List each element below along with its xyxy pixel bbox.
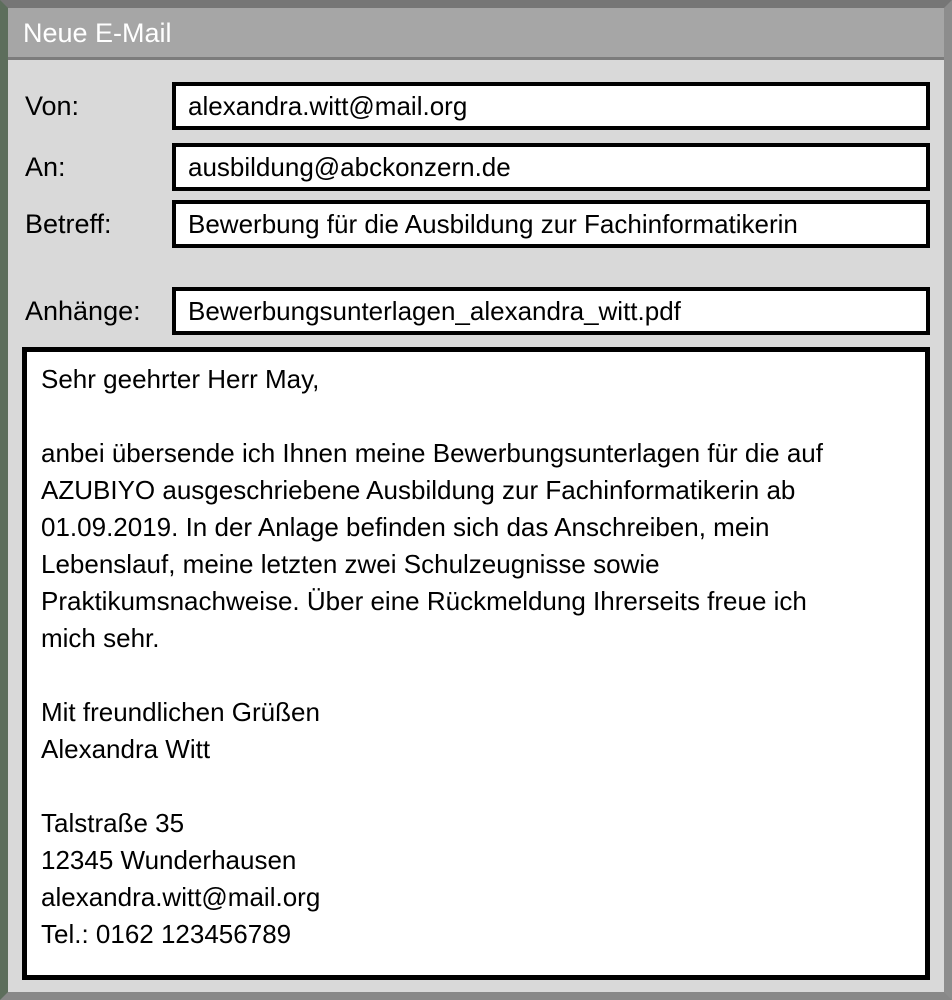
- attachments-input[interactable]: [172, 287, 930, 335]
- window-title: Neue E-Mail: [23, 18, 172, 48]
- body-line: Alexandra Witt: [41, 734, 211, 764]
- subject-label: Betreff:: [25, 209, 112, 239]
- titlebar[interactable]: [8, 8, 944, 60]
- to-input[interactable]: [172, 143, 930, 191]
- body-line: Tel.: 0162 123456789: [41, 919, 292, 949]
- attachments-label: Anhänge:: [25, 296, 141, 326]
- body-line: 01.09.2019. In der Anlage befinden sich das Anschreiben, mein: [41, 512, 770, 542]
- body-line: [41, 657, 911, 694]
- body-line: Talstraße 35: [41, 808, 185, 838]
- body-line: Mit freundlichen Grüßen: [41, 697, 320, 727]
- to-label: An:: [25, 152, 66, 182]
- body-line: anbei übersende ich Ihnen meine Bewerbungsunterlagen für die auf: [41, 438, 823, 468]
- body-line: Praktikumsnachweise. Über eine Rückmeldung Ihrerseits freue ich: [41, 586, 807, 616]
- from-input[interactable]: [172, 82, 930, 130]
- message-body[interactable]: [22, 347, 930, 980]
- body-line: Lebenslauf, meine letzten zwei Schulzeugnisse sowie: [41, 549, 660, 579]
- body-line: 12345 Wunderhausen: [41, 845, 297, 875]
- body-line: [41, 768, 911, 805]
- subject-input[interactable]: [172, 200, 930, 248]
- from-label: Von:: [25, 91, 80, 121]
- body-line: Sehr geehrter Herr May,: [41, 364, 320, 394]
- body-line: mich sehr.: [41, 623, 160, 653]
- body-line: AZUBIYO ausgeschriebene Ausbildung zur Fachinformatikerin ab: [41, 475, 796, 505]
- body-line: [41, 398, 911, 435]
- body-line: alexandra.witt@mail.org: [41, 882, 321, 912]
